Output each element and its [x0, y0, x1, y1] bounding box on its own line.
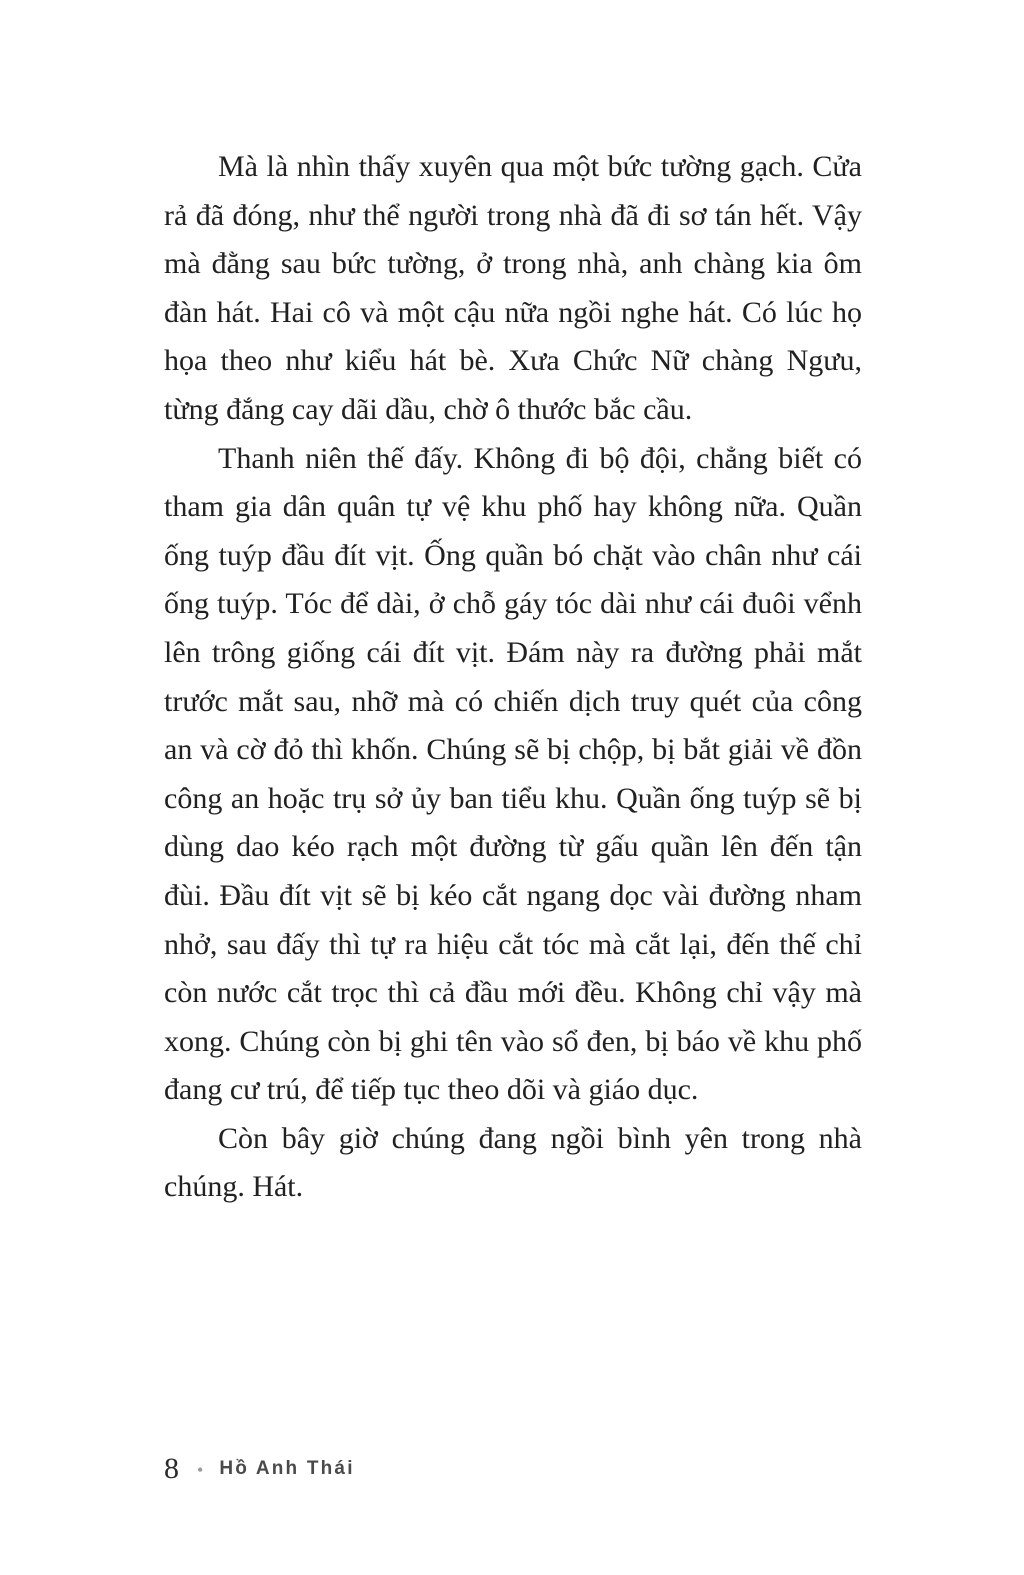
paragraph: Mà là nhìn thấy xuyên qua một bức tường gạch. Cửa rả đã đóng, như thể người trong nhà đã đi sơ tán hết. Vậy mà đằng sau bức tường, ở trong nhà, anh chàng kia ôm đàn hát. Hai cô và một cậu nữa ngồi nghe hát. Có lúc họ họa theo như kiểu hát bè. Xưa Chức Nữ chàng Ngưu, từng đắng cay dãi dầu, chờ ô thước bắc cầu.	[164, 150, 862, 426]
paragraph: Thanh niên thế đấy. Không đi bộ đội, chẳng biết có tham gia dân quân tự vệ khu phố hay không nữa. Quần ống tuýp đầu đít vịt. Ống quần bó chặt vào chân như cái ống tuýp. Tóc để dài, ở chỗ gáy tóc dài như cái đuôi vểnh lên trông giống cái đít vịt. Đám này ra đường phải mắt trước mắt sau, nhỡ mà có chiến dịch truy quét của công an và cờ đỏ thì khốn. Chúng sẽ bị chộp, bị bắt giải về đồn công an hoặc trụ sở ủy ban tiểu khu. Quần ống tuýp sẽ bị dùng dao kéo rạch một đường từ gấu quần lên đến tận đùi. Đầu đít vịt sẽ bị kéo cắt ngang dọc vài đường nham nhở, sau đấy thì tự ra hiệu cắt tóc mà cắt lại, đến thế chỉ còn nước cắt trọc thì cả đầu mới đều. Không chỉ vậy mà xong. Chúng còn bị ghi tên vào sổ đen, bị báo về khu phố đang cư trú, để tiếp tục theo dõi và giáo dục.	[164, 441, 862, 1107]
footer-bullet-icon: •	[197, 1459, 204, 1480]
paragraph: Còn bây giờ chúng đang ngồi bình yên trong nhà chúng. Hát.	[164, 1121, 862, 1204]
author-name: Hồ Anh Thái	[219, 1458, 355, 1479]
page-number: 8	[164, 1452, 179, 1485]
body-text	[164, 143, 862, 1212]
page-footer	[164, 1452, 355, 1486]
